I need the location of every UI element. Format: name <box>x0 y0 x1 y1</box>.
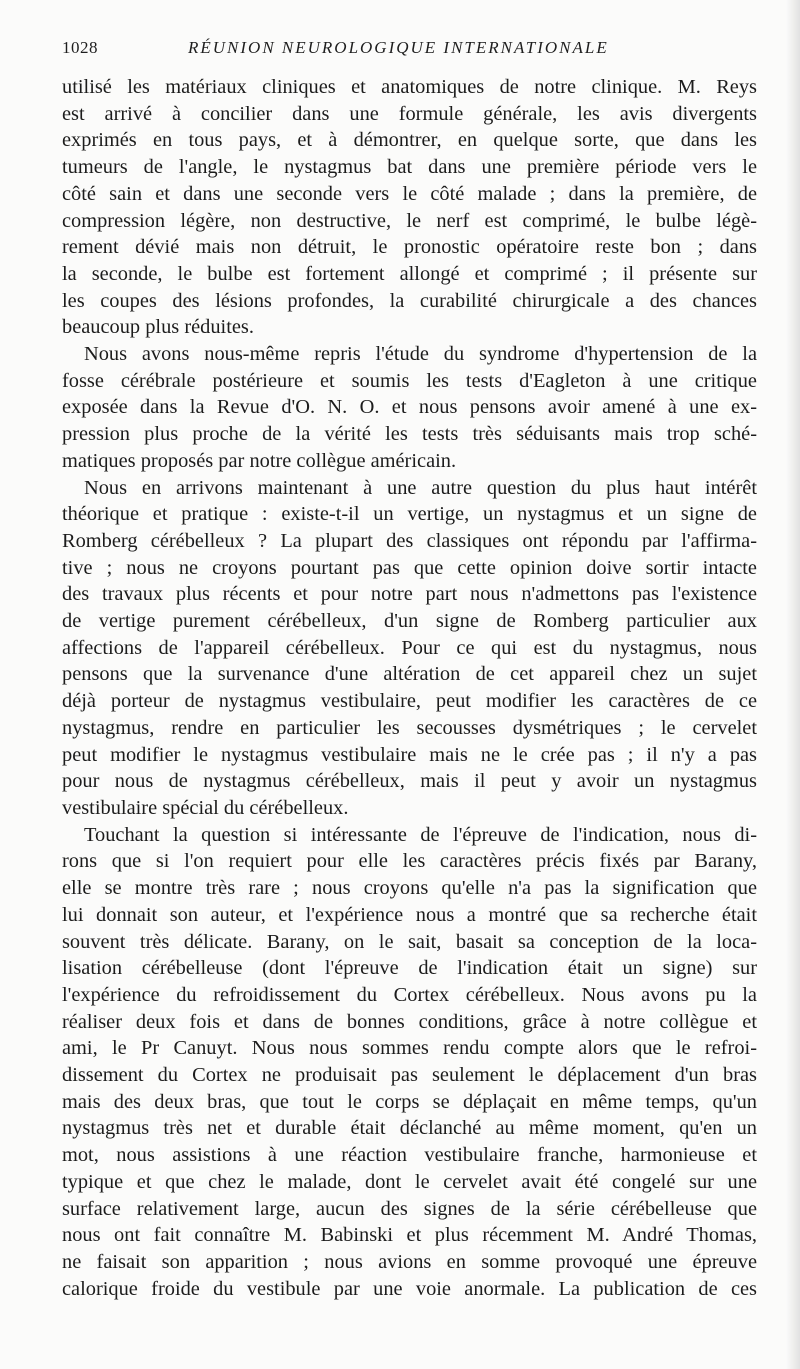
paragraph-3 <box>62 475 757 822</box>
text-line: Nous en arrivons maintenant à une autre question du plus haut intérêt <box>84 476 757 499</box>
text-line: les coupes des lésions profondes, la curabilité chirurgicale a des chances <box>62 289 757 312</box>
text-line: calorique froide du vestibule par une voie anormale. La publication de ces <box>62 1277 757 1300</box>
text-line: fosse cérébrale postérieure et soumis les tests d'Eagleton à une critique <box>62 369 757 392</box>
text-line: pour nous de nystagmus cérébelleux, mais il peut y avoir un nystagmus <box>62 770 757 793</box>
text-line: nous ont fait connaître M. Babinski et plus récemment M. André Thomas, <box>62 1224 757 1247</box>
text-line: mot, nous assistions à une réaction vestibulaire franche, harmonieuse et <box>62 1144 757 1167</box>
text-line: mais des deux bras, que tout le corps se déplaçait en même temps, qu'un <box>62 1090 757 1113</box>
text-line: Romberg cérébelleux ? La plupart des classiques ont répondu par l'affirma- <box>62 529 757 552</box>
text-line: ne faisait son apparition ; nous avions en somme provoqué une épreuve <box>62 1250 757 1273</box>
text-line: lui donnait son auteur, et l'expérience nous a montré que sa recherche était <box>62 903 757 926</box>
text-line: théorique et pratique : existe-t-il un vertige, un nystagmus et un signe de <box>62 503 757 526</box>
text-line: elle se montre très rare ; nous croyons qu'elle n'a pas la signification que <box>62 877 757 900</box>
paragraph-1 <box>62 74 757 341</box>
text-line: de vertige purement cérébelleux, d'un signe de Romberg particulier aux <box>62 610 757 633</box>
text-line: compression légère, non destructive, le nerf est comprimé, le bulbe légè- <box>62 209 757 232</box>
text-line: Touchant la question si intéressante de l'épreuve de l'indication, nous di- <box>84 823 757 846</box>
text-line: exprimés en tous pays, et à démontrer, en quelque sorte, que dans les <box>62 129 757 152</box>
text-line: l'expérience du refroidissement du Cortex cérébelleux. Nous avons pu la <box>62 983 757 1006</box>
text-line: surface relativement large, aucun des signes de la série cérébelleuse que <box>62 1197 757 1220</box>
text-line: exposée dans la Revue d'O. N. O. et nous pensons avoir amené à une ex- <box>62 396 757 419</box>
running-title: RÉUNION NEUROLOGIQUE INTERNATIONALE <box>188 38 609 57</box>
paragraph-2 <box>62 341 757 475</box>
text-line: affections de l'appareil cérébelleux. Pour ce qui est du nystagmus, nous <box>62 636 757 659</box>
text-line: nystagmus, rendre en particulier les secousses dysmétriques ; le cervelet <box>62 716 757 739</box>
page-number: 1028 <box>62 38 98 57</box>
text-line: la seconde, le bulbe est fortement allongé et comprimé ; il présente sur <box>62 262 757 285</box>
text-line: tumeurs de l'angle, le nystagmus bat dans une première période vers le <box>62 156 757 179</box>
running-head <box>62 38 757 64</box>
text-line: dissement du Cortex ne produisait pas seulement le déplacement d'un bras <box>62 1064 757 1087</box>
text-line: ami, le Pr Canuyt. Nous nous sommes rendu compte alors que le refroi- <box>62 1037 757 1060</box>
text-line: utilisé les matériaux cliniques et anatomiques de notre clinique. M. Reys <box>62 76 757 98</box>
text-line: tive ; nous ne croyons pourtant pas que cette opinion doive sortir intacte <box>62 556 757 579</box>
text-line: matiques proposés par notre collègue américain. <box>62 449 457 472</box>
text-line: est arrivé à concilier dans une formule générale, les avis divergents <box>62 102 757 125</box>
body-text <box>62 74 757 1302</box>
text-line: pression plus proche de la vérité les tests très séduisants mais trop sché- <box>62 423 757 446</box>
text-line: beaucoup plus réduites. <box>62 316 254 339</box>
text-line: rons que si l'on requiert pour elle les caractères précis fixés par Barany, <box>62 850 757 873</box>
text-line: typique et que chez le malade, dont le cervelet avait été congelé sur une <box>62 1170 757 1193</box>
text-line: lisation cérébelleuse (dont l'épreuve de l'indication était un signe) sur <box>62 957 757 980</box>
paragraph-4 <box>62 822 757 1303</box>
text-line: côté sain et dans une seconde vers le côté malade ; dans la première, de <box>62 182 757 205</box>
text-line: peut modifier le nystagmus vestibulaire mais ne le crée pas ; il n'y a pas <box>62 743 757 766</box>
page-edge-shadow <box>786 0 800 1369</box>
text-line: pensons que la survenance d'une altération de cet appareil chez un sujet <box>62 663 757 686</box>
text-line: Nous avons nous-même repris l'étude du syndrome d'hypertension de la <box>84 343 757 366</box>
text-line: vestibulaire spécial du cérébelleux. <box>62 796 349 819</box>
text-line: déjà porteur de nystagmus vestibulaire, peut modifier les caractères de ce <box>62 690 757 713</box>
text-line: des travaux plus récents et pour notre part nous n'admettons pas l'existence <box>62 583 757 606</box>
text-line: rement dévié mais non détruit, le pronostic opératoire reste bon ; dans <box>62 236 757 259</box>
text-line: réaliser deux fois et dans de bonnes conditions, grâce à notre collègue et <box>62 1010 757 1033</box>
text-line: nystagmus très net et durable était déclanché au même moment, qu'en un <box>62 1117 757 1140</box>
text-line: souvent très délicate. Barany, on le sait, basait sa conception de la loca- <box>62 930 757 953</box>
